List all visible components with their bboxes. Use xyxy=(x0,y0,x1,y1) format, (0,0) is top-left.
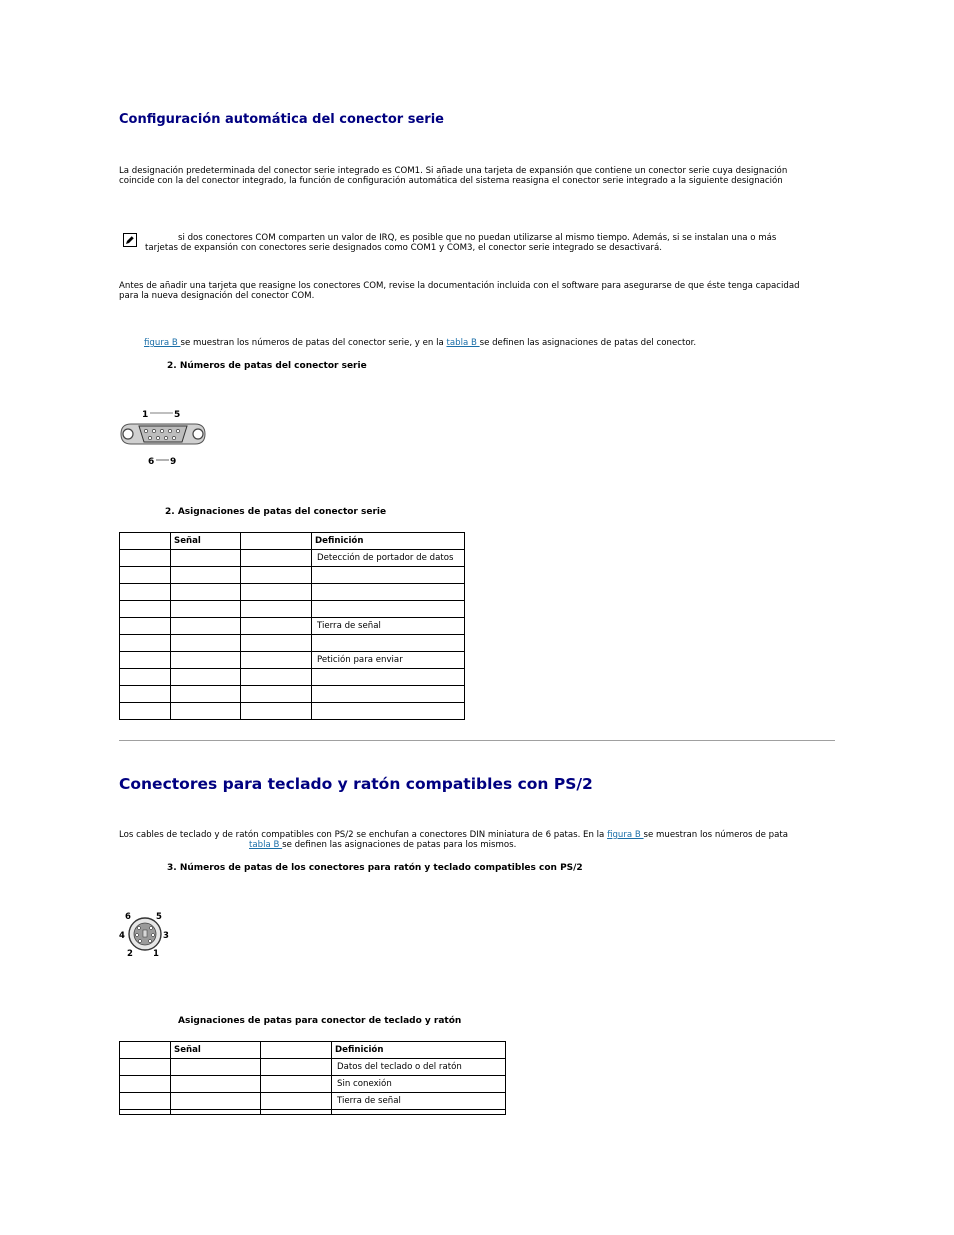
table-row xyxy=(120,1093,506,1110)
table-cell xyxy=(241,652,312,669)
table-cell xyxy=(312,635,465,652)
ps2-pin-label: 3 xyxy=(163,931,169,941)
table-cell xyxy=(241,550,312,567)
table-cell xyxy=(241,686,312,703)
table-cell xyxy=(171,1076,261,1093)
table-row xyxy=(120,584,465,601)
table-row xyxy=(120,669,465,686)
table-cell xyxy=(312,601,465,618)
table-cell xyxy=(171,703,241,720)
table-header-row xyxy=(120,1042,506,1059)
ps2-pin-label: 1 xyxy=(153,949,159,959)
paragraph-line xyxy=(119,840,788,850)
table-header-cell: Definición xyxy=(312,533,465,550)
note-icon xyxy=(123,233,137,247)
table-cell xyxy=(171,567,241,584)
table-header-row xyxy=(120,533,465,550)
table-cell xyxy=(312,669,465,686)
table-cell: Sin conexión xyxy=(332,1076,506,1093)
table-row xyxy=(120,567,465,584)
note-line: tarjetas de expansión con conectores serie designados como COM1 y COM3, el conector serie integrado se desactivará. xyxy=(145,243,662,254)
paragraph-text: Los cables de teclado y de ratón compatibles con PS/2 se enchufan a conectores DIN miniatura de 6 patas. En la xyxy=(119,830,605,840)
table-cell xyxy=(261,1093,332,1110)
table-cell xyxy=(171,686,241,703)
table-cell xyxy=(171,601,241,618)
figure-b-link[interactable]: figura B xyxy=(607,830,644,840)
table-row xyxy=(120,618,465,635)
table-caption-ps2: Asignaciones de patas para conector de teclado y ratón xyxy=(178,1016,462,1026)
table-cell xyxy=(120,652,171,669)
table-header-cell xyxy=(241,533,312,550)
table-header-cell xyxy=(261,1042,332,1059)
table-cell xyxy=(241,703,312,720)
paragraph-line: La designación predeterminada del conector serie integrado es COM1. Si añade una tarjeta de expansión que contiene un conector serie cuya designación xyxy=(119,166,788,176)
table-cell xyxy=(120,686,171,703)
table-cell xyxy=(120,584,171,601)
section-divider xyxy=(119,740,835,741)
serial-pinout-table xyxy=(119,532,465,720)
table-cell xyxy=(120,703,171,720)
table-cell xyxy=(241,669,312,686)
paragraph-serial-default xyxy=(119,166,787,186)
table-cell xyxy=(241,567,312,584)
table-b-link[interactable]: tabla B xyxy=(446,338,480,348)
paragraph-line: Antes de añadir una tarjeta que reasigne los conectores COM, revise la documentación incluida con el software para asegurarse de que éste tenga capacidad xyxy=(119,281,800,291)
figure-caption-serial: 2. Números de patas del conector serie xyxy=(167,361,367,371)
table-header-cell xyxy=(120,1042,171,1059)
figure-b-link[interactable]: figura B xyxy=(144,338,181,348)
table-cell xyxy=(120,1059,171,1076)
table-cell xyxy=(171,550,241,567)
serial-pin-label: 6 xyxy=(148,457,155,467)
table-cell xyxy=(120,567,171,584)
table-cell xyxy=(171,618,241,635)
table-row xyxy=(120,686,465,703)
table-cell xyxy=(312,686,465,703)
table-cell xyxy=(120,1093,171,1110)
table-cell: Tierra de señal xyxy=(332,1093,506,1110)
table-header-cell xyxy=(120,533,171,550)
ps2-pin-label: 6 xyxy=(125,912,131,922)
paragraph-text: se definen las asignaciones de patas para los mismos. xyxy=(282,840,517,851)
table-row xyxy=(120,703,465,720)
table-row xyxy=(120,635,465,652)
table-cell xyxy=(171,652,241,669)
table-row xyxy=(120,601,465,618)
table-cell xyxy=(312,703,465,720)
table-cell xyxy=(312,567,465,584)
table-row xyxy=(120,1059,506,1076)
table-cell xyxy=(120,550,171,567)
table-cell xyxy=(241,601,312,618)
table-header-cell: Definición xyxy=(332,1042,506,1059)
table-cell: Tierra de señal xyxy=(312,618,465,635)
table-cell xyxy=(171,1059,261,1076)
note-irq xyxy=(145,233,776,253)
table-cell xyxy=(241,584,312,601)
table-cell: Detección de portador de datos xyxy=(312,550,465,567)
table-cell xyxy=(332,1110,506,1115)
ps2-pin-label: 4 xyxy=(119,931,125,941)
note-line: si dos conectores COM comparten un valor de IRQ, es posible que no puedan utilizarse al mismo tiempo. Además, si se instalan una o más xyxy=(178,233,777,243)
serial-pin-label: 5 xyxy=(174,410,181,420)
table-cell xyxy=(120,635,171,652)
table-cell xyxy=(171,584,241,601)
ps2-pinout-table xyxy=(119,1041,506,1115)
ps2-pin-label: 5 xyxy=(156,912,162,922)
table-cell: Petición para enviar xyxy=(312,652,465,669)
table-cell xyxy=(120,618,171,635)
paragraph-before-adding xyxy=(119,281,800,301)
figure-reference-line xyxy=(144,338,696,348)
ps2-pin-label: 2 xyxy=(127,949,133,959)
table-cell xyxy=(171,635,241,652)
table-cell: Datos del teclado o del ratón xyxy=(332,1059,506,1076)
paragraph-line: coincide con la del conector integrado, la función de configuración automática del sistema reasigna el conector serie integrado a la siguiente designación xyxy=(119,176,783,187)
table-cell xyxy=(120,669,171,686)
table-caption-serial: 2. Asignaciones de patas del conector serie xyxy=(165,507,387,517)
table-cell xyxy=(241,635,312,652)
section-title-serial: Configuración automática del conector serie xyxy=(119,112,444,127)
section-title-ps2: Conectores para teclado y ratón compatibles con PS/2 xyxy=(119,775,593,793)
table-row xyxy=(120,1076,506,1093)
ps2-connector-diagram xyxy=(117,908,173,960)
table-b-link[interactable]: tabla B xyxy=(249,840,283,851)
table-row xyxy=(120,1110,506,1115)
table-cell xyxy=(171,1093,261,1110)
table-header-cell: Señal xyxy=(171,1042,261,1059)
table-cell xyxy=(171,669,241,686)
serial-connector-diagram xyxy=(117,407,209,467)
table-cell xyxy=(171,1110,261,1115)
paragraph-line: para la nueva designación del conector COM. xyxy=(119,291,315,302)
paragraph-text: se muestran los números de pata xyxy=(643,830,789,840)
table-cell xyxy=(120,1076,171,1093)
serial-pin-label: 1 xyxy=(142,410,149,420)
serial-pin-label: 9 xyxy=(170,457,177,467)
table-row xyxy=(120,652,465,669)
paragraph-line xyxy=(119,830,788,840)
table-cell xyxy=(120,1110,171,1115)
reference-text: se definen las asignaciones de patas del conector. xyxy=(479,338,697,348)
paragraph-ps2 xyxy=(119,830,788,850)
table-cell xyxy=(261,1110,332,1115)
table-cell xyxy=(261,1059,332,1076)
table-row xyxy=(120,550,465,567)
table-cell xyxy=(312,584,465,601)
figure-caption-ps2: 3. Números de patas de los conectores para ratón y teclado compatibles con PS/2 xyxy=(167,863,583,873)
table-cell xyxy=(261,1076,332,1093)
table-cell xyxy=(241,618,312,635)
reference-text: se muestran los números de patas del conector serie, y en la xyxy=(180,338,444,348)
table-header-cell: Señal xyxy=(171,533,241,550)
table-cell xyxy=(120,601,171,618)
